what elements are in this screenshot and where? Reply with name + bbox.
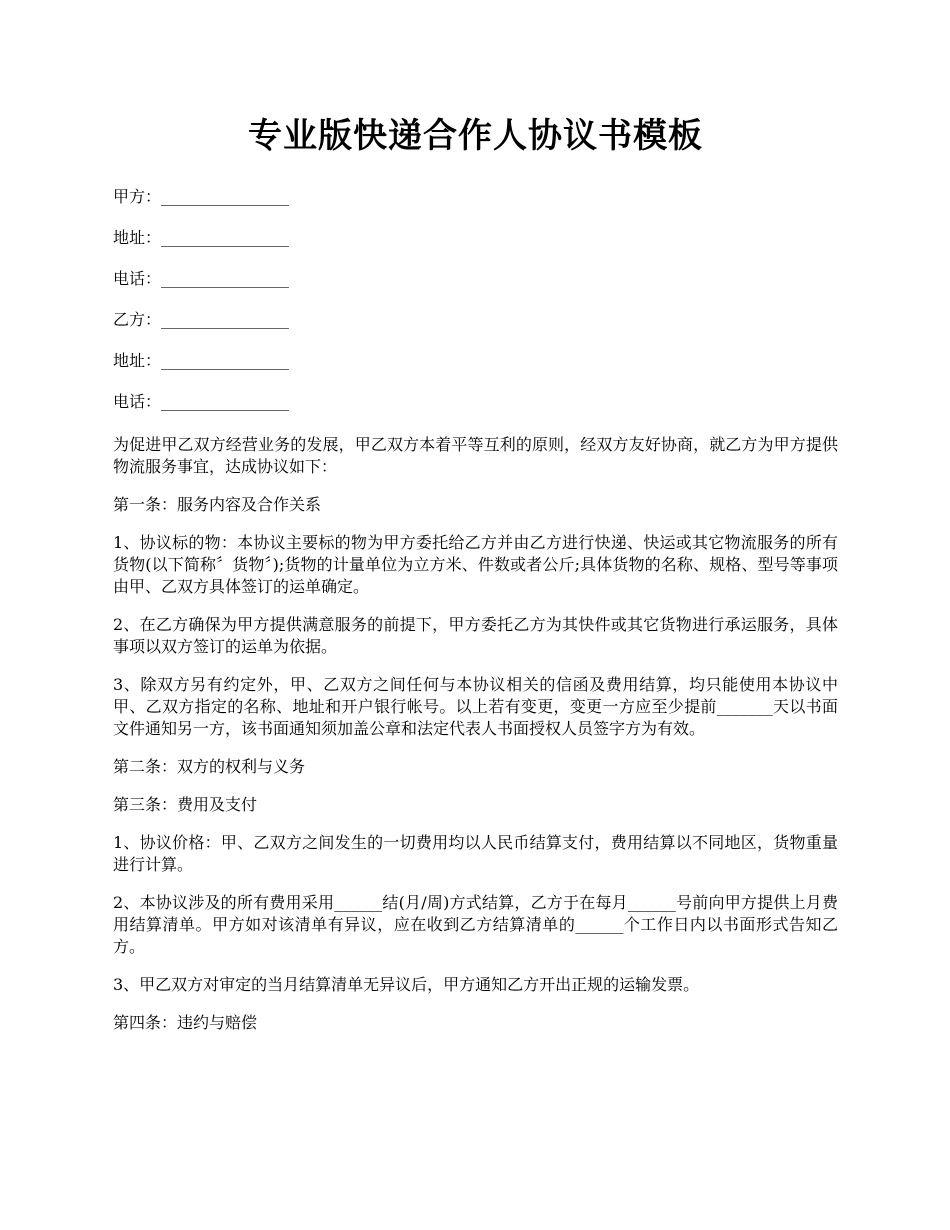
party-a-phone-field: 电话：________________ <box>113 269 290 288</box>
article-1-clause-3: 3、除双方另有约定外，甲、乙双方之间任何与本协议相关的信函及费用结算，均只能使用本协议中甲、乙双方指定的名称、地址和开户银行帐号。以上若有变更，变更一方应至少提前_______天以书面文件通知另一方，该书面通知须加盖公章和法定代表人书面授权人员签字方为有效。 <box>113 675 838 738</box>
article-1-clause-2: 2、在乙方确保为甲方提供满意服务的前提下，甲方委托乙方为其快件或其它货物进行承运服务，具体事项以双方签订的运单为依据。 <box>113 615 838 656</box>
article-3-clause-3: 3、甲乙双方对审定的当月结算清单无异议后，甲方通知乙方开出正规的运输发票。 <box>113 975 700 994</box>
party-info-block <box>113 186 838 413</box>
article-3-clause-2: 2、本协议涉及的所有费用采用______结(月/周)方式结算，乙方于在每月______号前向甲方提供上月费用结算清单。甲方如对该清单有异议，应在收到乙方结算清单的______个工作日内以书面形式告知乙方。 <box>113 893 838 956</box>
article-1-heading: 第一条：服务内容及合作关系 <box>113 495 322 514</box>
intro-paragraph: 为促进甲乙双方经营业务的发展，甲乙双方本着平等互利的原则，经双方友好协商，就乙方为甲方提供物流服务事宜，达成协议如下： <box>113 435 838 476</box>
article-4-heading: 第四条：违约与赔偿 <box>113 1013 258 1032</box>
party-b-phone-field: 电话：________________ <box>113 392 290 411</box>
document-title: 专业版快递合作人协议书模板 <box>248 116 703 156</box>
party-a-name-field: 甲方：________________ <box>113 187 290 206</box>
article-2-heading: 第二条：双方的权利与义务 <box>113 757 306 776</box>
document-page <box>113 112 838 1050</box>
party-b-name-field: 乙方：________________ <box>113 310 290 329</box>
article-1-clause-1: 1、协议标的物：本协议主要标的物为甲方委托给乙方并由乙方进行快递、快运或其它物流服务的所有货物(以下简称〞货物〞);货物的计量单位为立方米、件数或者公斤;具体货物的名称、规格、型号等事项由甲、乙双方具体签订的运单确定。 <box>113 533 838 596</box>
party-b-address-field: 地址：________________ <box>113 351 290 370</box>
article-3-clause-1: 1、协议价格：甲、乙双方之间发生的一切费用均以人民币结算支付，费用结算以不同地区，货物重量进行计算。 <box>113 833 838 874</box>
party-a-address-field: 地址：________________ <box>113 228 290 247</box>
article-3-heading: 第三条：费用及支付 <box>113 795 258 814</box>
